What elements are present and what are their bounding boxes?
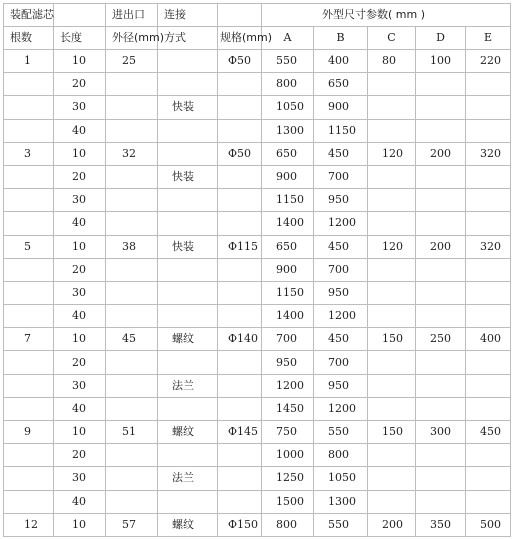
table-row [4, 258, 511, 281]
cell-count: 1 [4, 50, 54, 73]
cell-a: 1300 [262, 119, 314, 142]
cell-count [4, 444, 54, 467]
cell-b: 450 [314, 142, 368, 165]
cell-d [416, 212, 466, 235]
cell-b: 800 [314, 444, 368, 467]
table-row [4, 50, 511, 73]
cell-d [416, 258, 466, 281]
cell-diameter: 32 [106, 142, 158, 165]
cell-length: 30 [54, 281, 106, 304]
header-col-b: B [314, 27, 368, 50]
cell-length: 20 [54, 444, 106, 467]
cell-e [466, 281, 511, 304]
cell-c [368, 119, 416, 142]
header-connection-method: 方式 [158, 27, 218, 50]
cell-e [466, 467, 511, 490]
cell-e: 220 [466, 50, 511, 73]
table-row [4, 235, 511, 258]
cell-method [158, 50, 218, 73]
cell-method [158, 351, 218, 374]
table-row [4, 96, 511, 119]
table-row [4, 281, 511, 304]
cell-e [466, 165, 511, 188]
cell-c [368, 96, 416, 119]
cell-spec [218, 281, 262, 304]
cell-spec [218, 490, 262, 513]
cell-count: 9 [4, 421, 54, 444]
cell-length: 20 [54, 351, 106, 374]
cell-diameter [106, 444, 158, 467]
cell-a: 1250 [262, 467, 314, 490]
cell-count: 7 [4, 328, 54, 351]
cell-diameter [106, 374, 158, 397]
cell-a: 750 [262, 421, 314, 444]
cell-b: 900 [314, 96, 368, 119]
cell-length: 20 [54, 165, 106, 188]
cell-method [158, 119, 218, 142]
cell-count [4, 73, 54, 96]
cell-count [4, 467, 54, 490]
cell-c [368, 374, 416, 397]
cell-length: 40 [54, 490, 106, 513]
cell-method [158, 212, 218, 235]
cell-b: 1200 [314, 305, 368, 328]
cell-diameter [106, 212, 158, 235]
cell-c [368, 165, 416, 188]
cell-e [466, 73, 511, 96]
cell-method: 快装 [158, 235, 218, 258]
cell-diameter [106, 96, 158, 119]
cell-b: 450 [314, 328, 368, 351]
table-row [4, 165, 511, 188]
cell-b: 950 [314, 374, 368, 397]
cell-method: 法兰 [158, 374, 218, 397]
cell-b: 950 [314, 189, 368, 212]
cell-spec [218, 212, 262, 235]
header-col-e: E [466, 27, 511, 50]
cell-b: 650 [314, 73, 368, 96]
cell-a: 900 [262, 165, 314, 188]
cell-c: 150 [368, 421, 416, 444]
cell-d: 350 [416, 513, 466, 536]
cell-d [416, 281, 466, 304]
cell-c [368, 258, 416, 281]
cell-spec [218, 444, 262, 467]
cell-method [158, 305, 218, 328]
cell-spec [218, 189, 262, 212]
cell-e [466, 490, 511, 513]
cell-diameter: 25 [106, 50, 158, 73]
cell-b: 1150 [314, 119, 368, 142]
cell-count [4, 351, 54, 374]
cell-method: 快装 [158, 96, 218, 119]
header-filter-count-2: 根数 [4, 27, 54, 50]
cell-c [368, 444, 416, 467]
cell-count [4, 119, 54, 142]
cell-count: 5 [4, 235, 54, 258]
cell-e [466, 444, 511, 467]
cell-c [368, 467, 416, 490]
table-row [4, 374, 511, 397]
cell-method: 快装 [158, 165, 218, 188]
cell-e [466, 212, 511, 235]
cell-a: 550 [262, 50, 314, 73]
cell-c: 120 [368, 142, 416, 165]
cell-a: 1400 [262, 212, 314, 235]
cell-e: 500 [466, 513, 511, 536]
cell-spec [218, 397, 262, 420]
cell-a: 1500 [262, 490, 314, 513]
cell-spec [218, 374, 262, 397]
cell-method [158, 258, 218, 281]
cell-diameter [106, 165, 158, 188]
cell-c: 200 [368, 513, 416, 536]
cell-length: 40 [54, 212, 106, 235]
cell-a: 1200 [262, 374, 314, 397]
header-spec-blank [218, 4, 262, 27]
cell-method [158, 73, 218, 96]
cell-b: 700 [314, 258, 368, 281]
cell-length: 30 [54, 189, 106, 212]
cell-e [466, 305, 511, 328]
cell-d [416, 165, 466, 188]
cell-e [466, 258, 511, 281]
cell-diameter [106, 258, 158, 281]
table-row [4, 305, 511, 328]
header-inlet-outlet: 进出口 [106, 4, 158, 27]
cell-method: 螺纹 [158, 421, 218, 444]
cell-b: 1050 [314, 467, 368, 490]
cell-length: 20 [54, 73, 106, 96]
cell-method [158, 142, 218, 165]
cell-count [4, 165, 54, 188]
cell-diameter [106, 119, 158, 142]
cell-count: 12 [4, 513, 54, 536]
cell-c [368, 212, 416, 235]
header-length-blank [54, 4, 106, 27]
cell-a: 800 [262, 73, 314, 96]
table-row [4, 212, 511, 235]
cell-count [4, 96, 54, 119]
cell-spec [218, 165, 262, 188]
table-row [4, 189, 511, 212]
cell-spec [218, 96, 262, 119]
cell-d: 300 [416, 421, 466, 444]
cell-b: 400 [314, 50, 368, 73]
cell-d [416, 96, 466, 119]
table-row [4, 73, 511, 96]
cell-count: 3 [4, 142, 54, 165]
cell-a: 1400 [262, 305, 314, 328]
cell-d: 200 [416, 142, 466, 165]
cell-e [466, 189, 511, 212]
header-col-d: D [416, 27, 466, 50]
cell-count [4, 305, 54, 328]
table-row [4, 490, 511, 513]
cell-length: 40 [54, 119, 106, 142]
cell-b: 550 [314, 421, 368, 444]
header-specification: 规格(mm) [218, 27, 262, 50]
cell-length: 10 [54, 142, 106, 165]
cell-d [416, 397, 466, 420]
cell-diameter: 38 [106, 235, 158, 258]
cell-d: 250 [416, 328, 466, 351]
cell-d: 200 [416, 235, 466, 258]
cell-d [416, 467, 466, 490]
cell-count [4, 189, 54, 212]
table-row [4, 467, 511, 490]
cell-a: 650 [262, 235, 314, 258]
table-row [4, 119, 511, 142]
cell-method: 螺纹 [158, 328, 218, 351]
cell-count [4, 258, 54, 281]
cell-spec [218, 305, 262, 328]
cell-diameter [106, 397, 158, 420]
cell-e: 320 [466, 235, 511, 258]
cell-length: 30 [54, 467, 106, 490]
cell-a: 1450 [262, 397, 314, 420]
cell-length: 10 [54, 235, 106, 258]
cell-spec: Φ150 [218, 513, 262, 536]
cell-a: 1050 [262, 96, 314, 119]
cell-diameter [106, 281, 158, 304]
cell-diameter [106, 490, 158, 513]
cell-length: 30 [54, 374, 106, 397]
cell-method: 螺纹 [158, 513, 218, 536]
cell-length: 10 [54, 50, 106, 73]
cell-spec: Φ50 [218, 142, 262, 165]
cell-a: 1150 [262, 281, 314, 304]
cell-method: 法兰 [158, 467, 218, 490]
cell-b: 950 [314, 281, 368, 304]
cell-e [466, 351, 511, 374]
header-col-c: C [368, 27, 416, 50]
cell-d [416, 73, 466, 96]
cell-b: 700 [314, 351, 368, 374]
cell-d [416, 374, 466, 397]
cell-e [466, 119, 511, 142]
cell-b: 1300 [314, 490, 368, 513]
header-row-1 [4, 4, 511, 27]
cell-a: 1000 [262, 444, 314, 467]
header-filter-count: 装配滤芯 [4, 4, 54, 27]
cell-c [368, 397, 416, 420]
cell-c: 80 [368, 50, 416, 73]
cell-length: 20 [54, 258, 106, 281]
cell-c [368, 189, 416, 212]
cell-c [368, 281, 416, 304]
cell-e: 320 [466, 142, 511, 165]
cell-e [466, 374, 511, 397]
cell-method [158, 189, 218, 212]
header-col-a: A [262, 27, 314, 50]
cell-d [416, 444, 466, 467]
cell-spec: Φ145 [218, 421, 262, 444]
table-row [4, 351, 511, 374]
cell-length: 10 [54, 513, 106, 536]
header-connection: 连接 [158, 4, 218, 27]
cell-method [158, 281, 218, 304]
cell-a: 950 [262, 351, 314, 374]
cell-method [158, 444, 218, 467]
cell-b: 1200 [314, 212, 368, 235]
cell-diameter: 45 [106, 328, 158, 351]
cell-d [416, 305, 466, 328]
cell-diameter [106, 351, 158, 374]
header-outer-dimensions: 外型尺寸参数( mm ) [262, 4, 511, 27]
table-row [4, 397, 511, 420]
cell-spec: Φ115 [218, 235, 262, 258]
cell-method [158, 397, 218, 420]
cell-spec [218, 258, 262, 281]
cell-d [416, 119, 466, 142]
cell-c [368, 305, 416, 328]
cell-b: 550 [314, 513, 368, 536]
cell-length: 30 [54, 96, 106, 119]
cell-diameter [106, 305, 158, 328]
table-row [4, 444, 511, 467]
cell-b: 450 [314, 235, 368, 258]
cell-d [416, 490, 466, 513]
table-row [4, 142, 511, 165]
cell-count [4, 374, 54, 397]
cell-spec [218, 119, 262, 142]
cell-c: 150 [368, 328, 416, 351]
cell-spec [218, 73, 262, 96]
cell-spec [218, 467, 262, 490]
cell-d [416, 351, 466, 374]
cell-a: 650 [262, 142, 314, 165]
cell-e [466, 397, 511, 420]
cell-method [158, 490, 218, 513]
cell-length: 40 [54, 397, 106, 420]
cell-c: 120 [368, 235, 416, 258]
cell-e: 400 [466, 328, 511, 351]
cell-b: 700 [314, 165, 368, 188]
cell-b: 1200 [314, 397, 368, 420]
cell-e: 450 [466, 421, 511, 444]
cell-a: 800 [262, 513, 314, 536]
header-length: 长度 [54, 27, 106, 50]
cell-spec: Φ140 [218, 328, 262, 351]
cell-a: 900 [262, 258, 314, 281]
cell-d: 100 [416, 50, 466, 73]
cell-count [4, 281, 54, 304]
cell-count [4, 490, 54, 513]
header-row-2 [4, 27, 511, 50]
cell-spec: Φ50 [218, 50, 262, 73]
cell-length: 10 [54, 421, 106, 444]
cell-a: 700 [262, 328, 314, 351]
cell-count [4, 397, 54, 420]
cell-diameter: 57 [106, 513, 158, 536]
table-row [4, 421, 511, 444]
header-outer-diameter: 外径(mm) [106, 27, 158, 50]
cell-diameter [106, 73, 158, 96]
cell-c [368, 351, 416, 374]
table-row [4, 513, 511, 536]
cell-diameter: 51 [106, 421, 158, 444]
cell-e [466, 96, 511, 119]
cell-diameter [106, 467, 158, 490]
cell-length: 10 [54, 328, 106, 351]
cell-a: 1150 [262, 189, 314, 212]
filter-spec-table [3, 3, 511, 537]
cell-count [4, 212, 54, 235]
table-row [4, 328, 511, 351]
cell-d [416, 189, 466, 212]
cell-diameter [106, 189, 158, 212]
cell-length: 40 [54, 305, 106, 328]
cell-spec [218, 351, 262, 374]
cell-c [368, 73, 416, 96]
cell-c [368, 490, 416, 513]
